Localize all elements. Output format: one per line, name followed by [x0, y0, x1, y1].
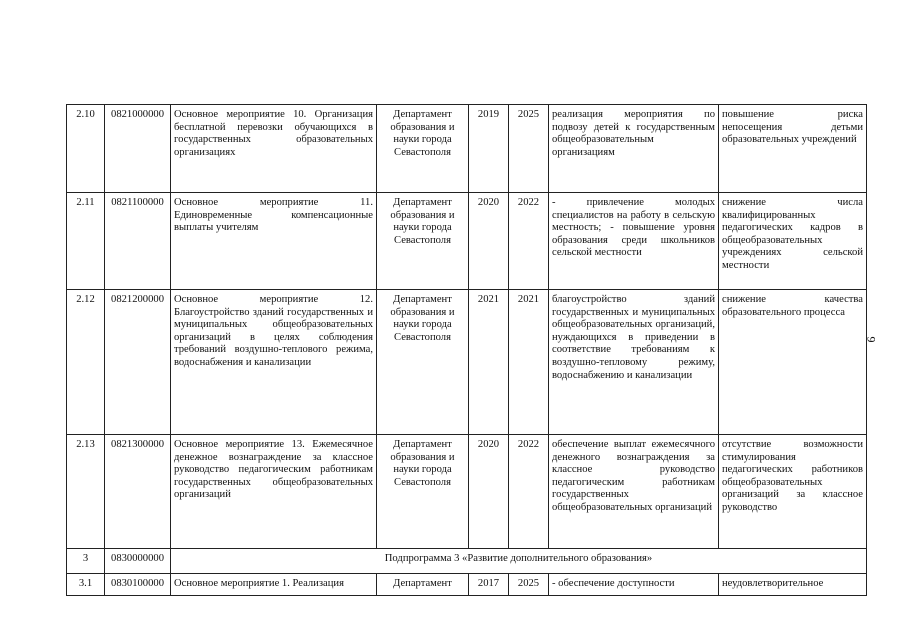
expected-result: - привлечение молодых специалистов на работу в сельскую местность; - повышение уровня образования среди школьников сельской местности — [549, 193, 719, 290]
executor: Департамент образования и науки города Севастополя — [377, 290, 469, 435]
table-row — [67, 105, 867, 193]
non-implementation-consequence: неудовлетворительное — [719, 574, 867, 596]
budget-code: 0821000000 — [105, 105, 171, 193]
budget-code: 0830000000 — [105, 549, 171, 574]
start-year: 2020 — [469, 435, 509, 549]
subprogram-row — [67, 549, 867, 574]
start-year: 2021 — [469, 290, 509, 435]
table-row — [67, 290, 867, 435]
program-activities-table — [66, 104, 867, 596]
activity-name: Основное мероприятие 11. Единовременные компенсационные выплаты учителям — [171, 193, 377, 290]
start-year: 2020 — [469, 193, 509, 290]
executor: Департамент образования и науки города Севастополя — [377, 193, 469, 290]
start-year: 2019 — [469, 105, 509, 193]
end-year: 2025 — [509, 574, 549, 596]
row-number: 3 — [67, 549, 105, 574]
table-row — [67, 574, 867, 596]
activity-name: Основное мероприятие 10. Организация бесплатной перевозки обучающихся в государственных образовательных организациях — [171, 105, 377, 193]
executor: Департамент образования и науки города Севастополя — [377, 105, 469, 193]
executor: Департамент — [377, 574, 469, 596]
activity-name: Основное мероприятие 12. Благоустройство зданий государственных и муниципальных общеобразовательных организаций в целях соблюдения требований воздушно-теплового режима, водоснабжения и канализации — [171, 290, 377, 435]
non-implementation-consequence: повышение риска непосещения детьми образовательных учреждений — [719, 105, 867, 193]
row-number: 2.11 — [67, 193, 105, 290]
expected-result: благоустройство зданий государственных и муниципальных общеобразовательных организаций, нуждающихся в приведении в соответствие требованиям к воздушно-тепловому режиму, водоснабжению и канализации — [549, 290, 719, 435]
budget-code: 0821200000 — [105, 290, 171, 435]
subprogram-title: Подпрограмма 3 «Развитие дополнительного образования» — [171, 549, 867, 574]
end-year: 2022 — [509, 435, 549, 549]
row-number: 3.1 — [67, 574, 105, 596]
activity-name: Основное мероприятие 13. Ежемесячное денежное вознаграждение за классное руководство педагогическим работникам государственных общеобразовательных организаций — [171, 435, 377, 549]
row-number: 2.10 — [67, 105, 105, 193]
end-year: 2021 — [509, 290, 549, 435]
budget-code: 0830100000 — [105, 574, 171, 596]
budget-code: 0821300000 — [105, 435, 171, 549]
expected-result: обеспечение выплат ежемесячного денежного вознаграждения за классное руководство педагогическим работникам государственных общеобразовательных организаций — [549, 435, 719, 549]
end-year: 2025 — [509, 105, 549, 193]
row-number: 2.12 — [67, 290, 105, 435]
executor: Департамент образования и науки города Севастополя — [377, 435, 469, 549]
expected-result: - обеспечение доступности — [549, 574, 719, 596]
page-number: 9 — [864, 336, 879, 343]
non-implementation-consequence: отсутствие возможности стимулирования педагогических работников общеобразовательных организаций за классное руководство — [719, 435, 867, 549]
row-number: 2.13 — [67, 435, 105, 549]
non-implementation-consequence: снижение числа квалифицированных педагогических кадров в общеобразовательных учреждениях сельской местности — [719, 193, 867, 290]
end-year: 2022 — [509, 193, 549, 290]
non-implementation-consequence: снижение качества образовательного процесса — [719, 290, 867, 435]
start-year: 2017 — [469, 574, 509, 596]
table-row — [67, 435, 867, 549]
table-row — [67, 193, 867, 290]
budget-code: 0821100000 — [105, 193, 171, 290]
expected-result: реализация мероприятия по подвозу детей к государственным общеобразовательным организациям — [549, 105, 719, 193]
activity-name: Основное мероприятие 1. Реализация — [171, 574, 377, 596]
